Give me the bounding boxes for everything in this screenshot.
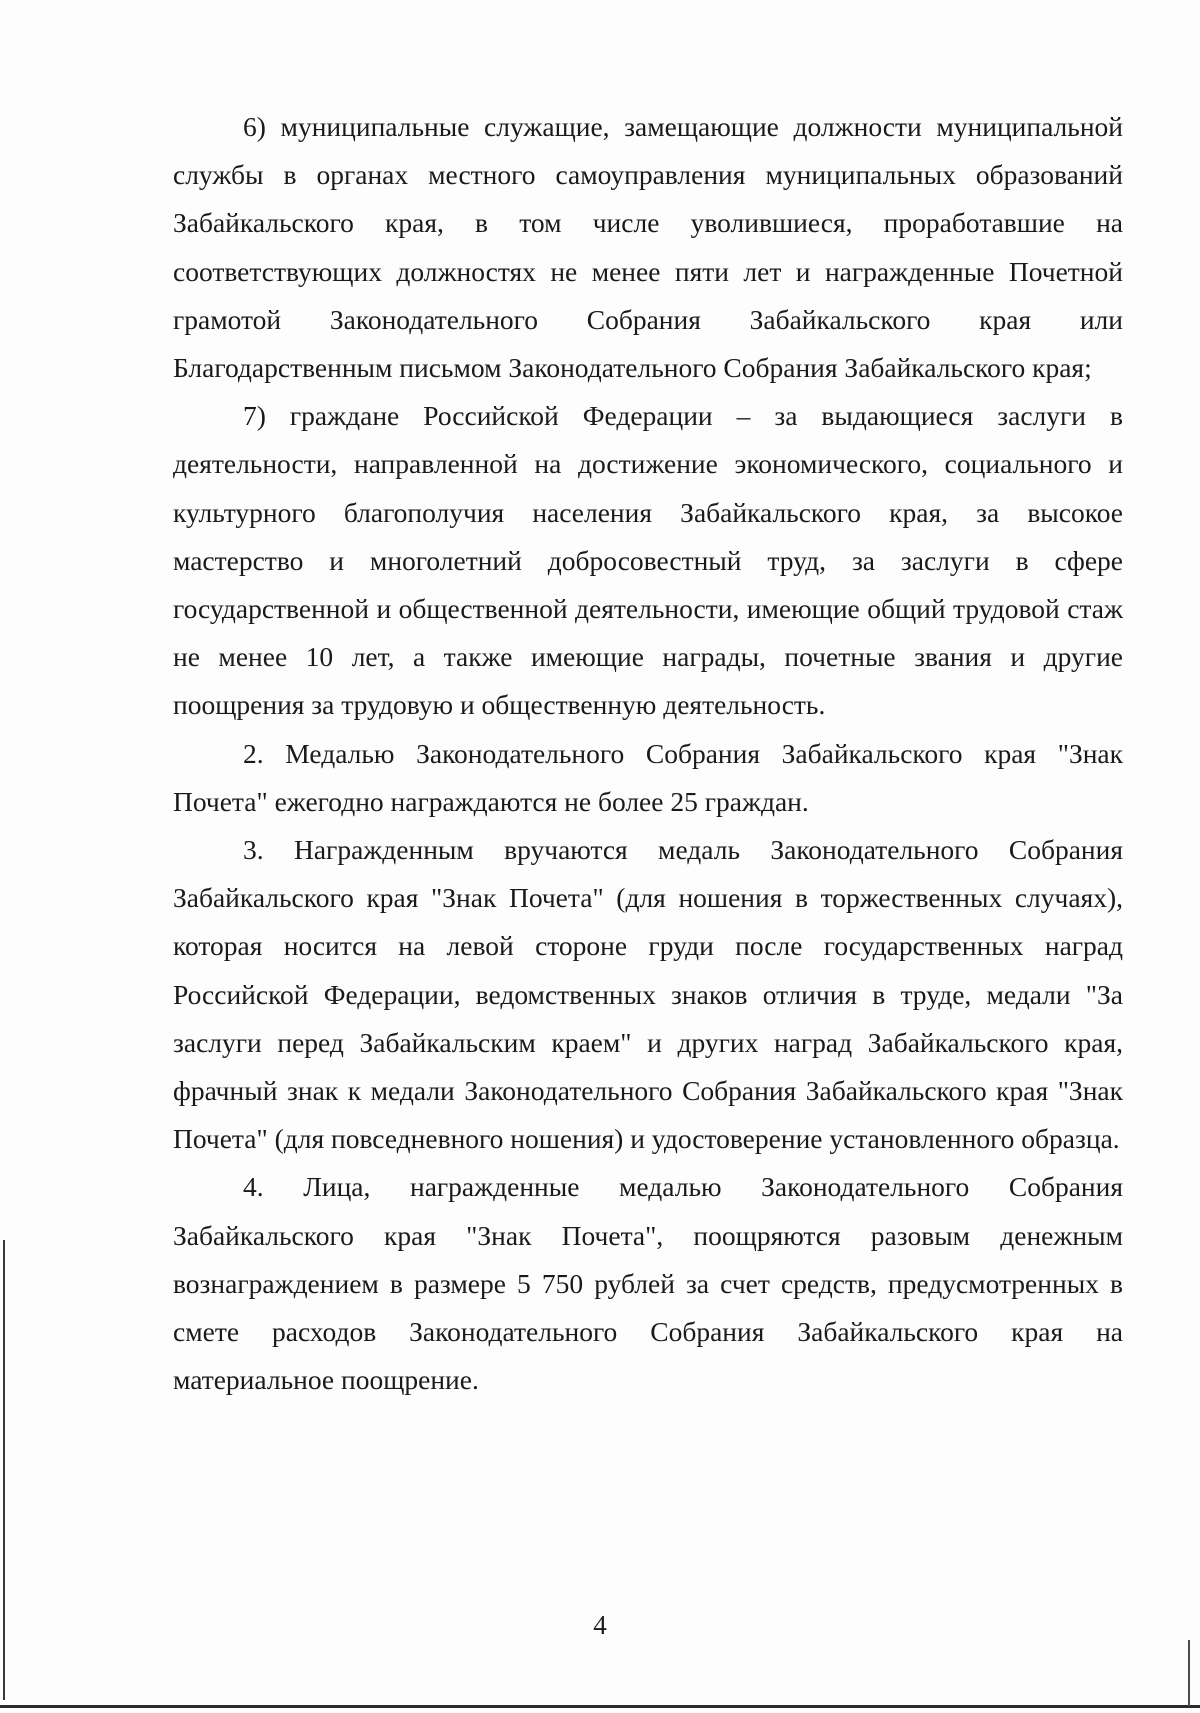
scan-border-right [1188,1640,1190,1706]
scan-border-left [3,1240,5,1700]
paragraph-item-7: 7) граждане Российской Федерации – за выдающиеся заслуги в деятельности, направленной на достижение экономического, социального и культурного благополучия населения Забайкальского края, за высокое мастерство и многолетний добросовестный труд, за заслуги в сфере государственной и общественной деятельности, имеющие общий трудовой стаж не менее 10 лет, а также имеющие награды, почетные звания и другие поощрения за трудовую и общественную деятельность. [173,400,1123,721]
scan-border-bottom [0,1705,1200,1708]
paragraph-item-6: 6) муниципальные служащие, замещающие должности муниципальной службы в органах местного самоуправления муниципальных образований Забайкальского края, в том числе уволившиеся, проработавшие на соответствующих должностях не менее пяти лет и награжденные Почетной грамотой Законодательного Собрания Забайкальского края или Благодарственным письмом Законодательного Собрания Забайкальского края; [173,111,1123,384]
paragraph-section-3: 3. Награжденным вручаются медаль Законодательного Собрания Забайкальского края "Знак Почета" (для ношения в торжественных случаях), которая носится на левой стороне груди после государственных наград Российской Федерации, ведомственных знаков отличия в труде, медали "За заслуги перед Забайкальским краем" и других наград Забайкальского края, фрачный знак к медали Законодательного Собрания Забайкальского края "Знак Почета" (для повседневного ношения) и удостоверение установленного образца. [173,834,1123,1155]
paragraph-section-4: 4. Лица, награжденные медалью Законодательного Собрания Забайкальского края "Знак Почета", поощряются разовым денежным вознаграждением в размере 5 750 рублей за счет средств, предусмотренных в смете расходов Законодательного Собрания Забайкальского края на материальное поощрение. [173,1171,1123,1396]
paragraph-section-2: 2. Медалью Законодательного Собрания Забайкальского края "Знак Почета" ежегодно награждаются не более 25 граждан. [173,737,1123,817]
document-body [173,103,1123,1404]
page-number: 4 [593,1610,607,1640]
